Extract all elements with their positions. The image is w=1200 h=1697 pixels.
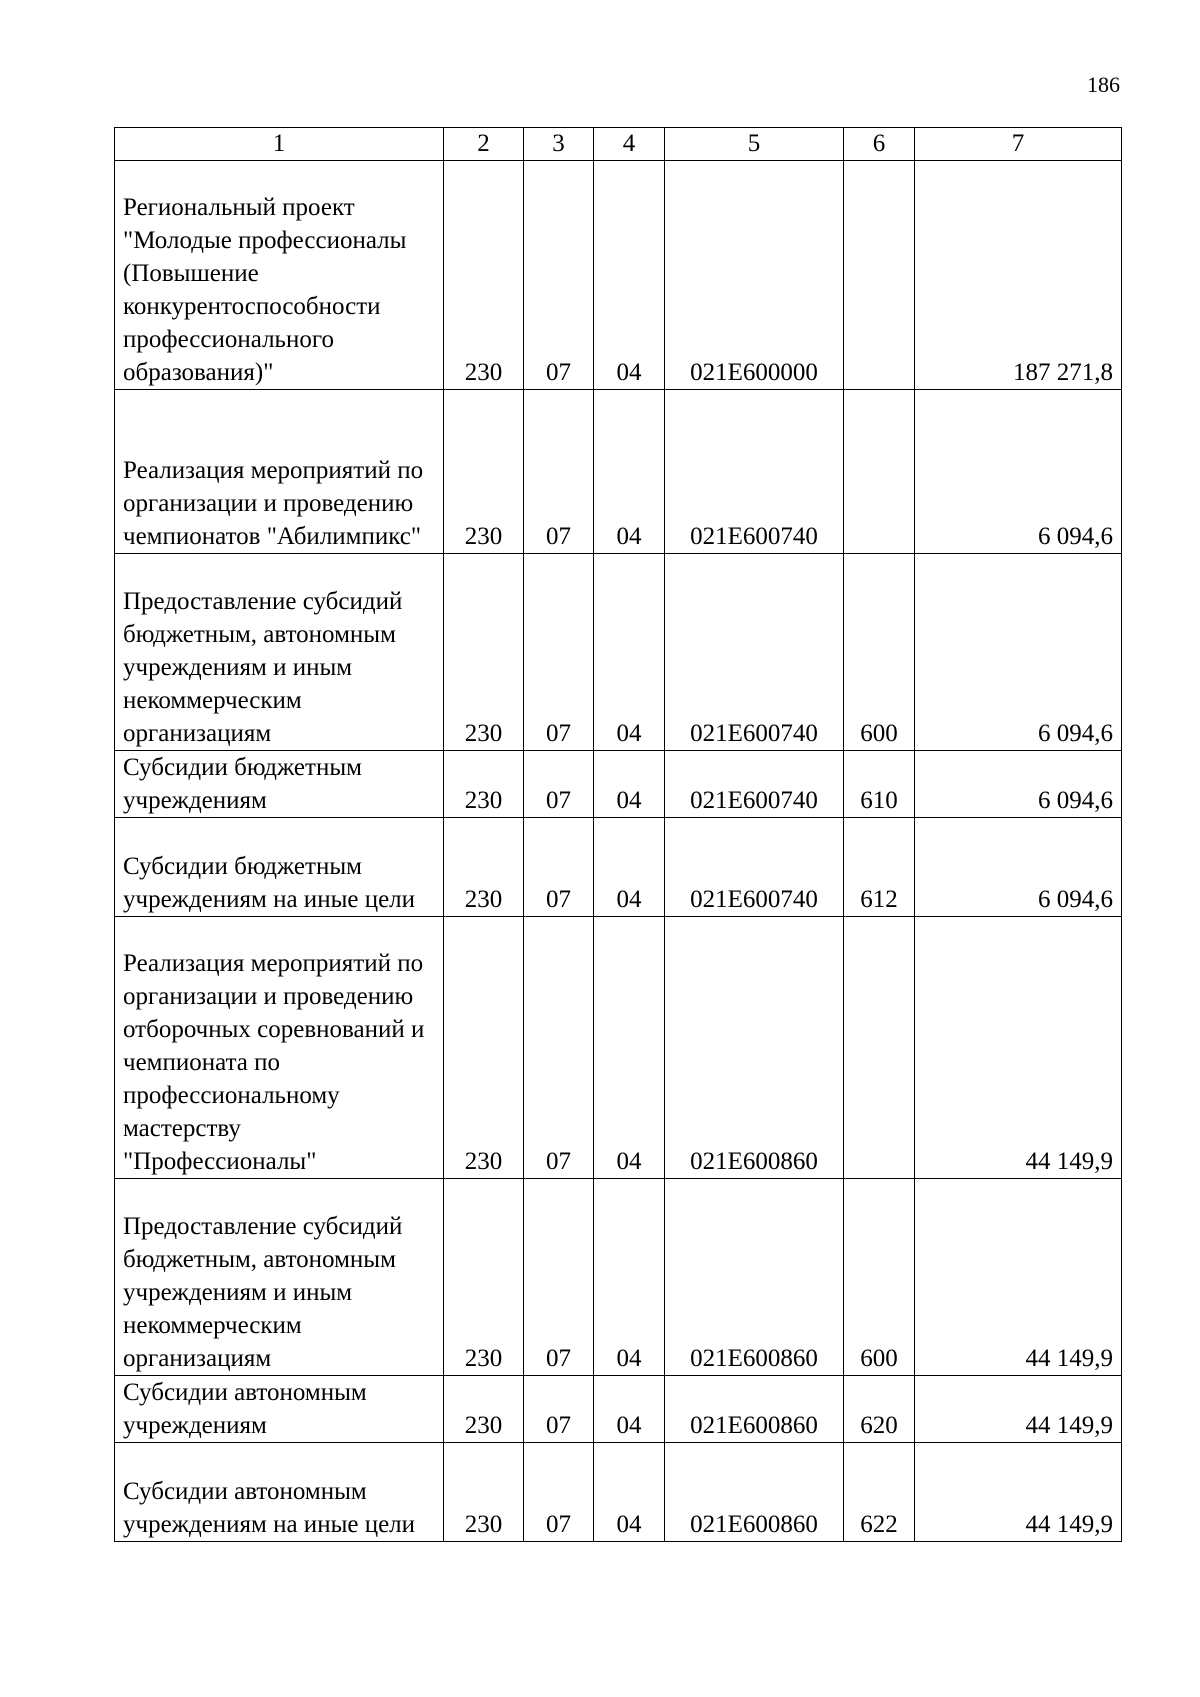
section-cell: 07 [524, 818, 594, 917]
expense-type-cell: 600 [844, 554, 915, 751]
section-cell: 07 [524, 1443, 594, 1542]
page-number: 186 [1087, 72, 1120, 97]
admin-code-cell: 230 [444, 554, 524, 751]
subsection-cell: 04 [594, 1179, 665, 1376]
amount-cell: 6 094,6 [915, 554, 1122, 751]
table-row [115, 554, 1122, 751]
amount-cell: 44 149,9 [915, 1179, 1122, 1376]
subsection-cell: 04 [594, 751, 665, 818]
admin-code-cell: 230 [444, 1179, 524, 1376]
target-code-cell: 021E600000 [665, 161, 844, 390]
row-name-cell: Субсидии бюджетным учреждениям на иные цели [115, 818, 444, 917]
budget-table [114, 127, 1122, 1542]
admin-code-cell: 230 [444, 917, 524, 1179]
target-code-cell: 021E600860 [665, 1179, 844, 1376]
admin-code-cell: 230 [444, 390, 524, 554]
section-cell: 07 [524, 917, 594, 1179]
amount-cell: 6 094,6 [915, 390, 1122, 554]
row-name-cell: Субсидии автономным учреждениям [115, 1376, 444, 1443]
expense-type-cell: 620 [844, 1376, 915, 1443]
subsection-cell: 04 [594, 917, 665, 1179]
column-header: 6 [844, 128, 915, 161]
table-row [115, 751, 1122, 818]
expense-type-cell [844, 161, 915, 390]
column-header: 5 [665, 128, 844, 161]
section-cell: 07 [524, 1376, 594, 1443]
column-header: 1 [115, 128, 444, 161]
expense-type-cell: 612 [844, 818, 915, 917]
subsection-cell: 04 [594, 161, 665, 390]
admin-code-cell: 230 [444, 751, 524, 818]
column-header: 2 [444, 128, 524, 161]
expense-type-cell: 610 [844, 751, 915, 818]
expense-type-cell [844, 390, 915, 554]
admin-code-cell: 230 [444, 1443, 524, 1542]
target-code-cell: 021E600860 [665, 1443, 844, 1542]
row-name-cell: Реализация мероприятий по организации и проведению отборочных соревнований и чемпионата по профессиональному мастерству "Профессионалы" [115, 917, 444, 1179]
table-row [115, 818, 1122, 917]
table-row [115, 917, 1122, 1179]
row-name-cell: Субсидии бюджетным учреждениям [115, 751, 444, 818]
section-cell: 07 [524, 1179, 594, 1376]
amount-cell: 44 149,9 [915, 1376, 1122, 1443]
amount-cell: 6 094,6 [915, 751, 1122, 818]
expense-type-cell: 622 [844, 1443, 915, 1542]
target-code-cell: 021E600860 [665, 1376, 844, 1443]
amount-cell: 44 149,9 [915, 917, 1122, 1179]
section-cell: 07 [524, 390, 594, 554]
section-cell: 07 [524, 554, 594, 751]
amount-cell: 6 094,6 [915, 818, 1122, 917]
target-code-cell: 021E600740 [665, 751, 844, 818]
amount-cell: 44 149,9 [915, 1443, 1122, 1542]
subsection-cell: 04 [594, 1443, 665, 1542]
target-code-cell: 021E600740 [665, 390, 844, 554]
row-name-cell: Региональный проект "Молодые профессионалы (Повышение конкурентоспособности профессионального образования)" [115, 161, 444, 390]
section-cell: 07 [524, 751, 594, 818]
section-cell: 07 [524, 161, 594, 390]
column-header: 3 [524, 128, 594, 161]
subsection-cell: 04 [594, 390, 665, 554]
admin-code-cell: 230 [444, 161, 524, 390]
table-row [115, 1443, 1122, 1542]
expense-type-cell [844, 917, 915, 1179]
amount-cell: 187 271,8 [915, 161, 1122, 390]
target-code-cell: 021E600740 [665, 554, 844, 751]
row-name-cell: Субсидии автономным учреждениям на иные цели [115, 1443, 444, 1542]
table-row [115, 161, 1122, 390]
column-header: 4 [594, 128, 665, 161]
table-row [115, 1179, 1122, 1376]
admin-code-cell: 230 [444, 1376, 524, 1443]
row-name-cell: Предоставление субсидий бюджетным, автономным учреждениям и иным некоммерческим организациям [115, 1179, 444, 1376]
expense-type-cell: 600 [844, 1179, 915, 1376]
table-row [115, 390, 1122, 554]
row-name-cell: Реализация мероприятий по организации и проведению чемпионатов "Абилимпикс" [115, 390, 444, 554]
target-code-cell: 021E600740 [665, 818, 844, 917]
row-name-cell: Предоставление субсидий бюджетным, автономным учреждениям и иным некоммерческим организациям [115, 554, 444, 751]
target-code-cell: 021E600860 [665, 917, 844, 1179]
admin-code-cell: 230 [444, 818, 524, 917]
subsection-cell: 04 [594, 554, 665, 751]
subsection-cell: 04 [594, 818, 665, 917]
table-row [115, 1376, 1122, 1443]
table-header-row [115, 128, 1122, 161]
subsection-cell: 04 [594, 1376, 665, 1443]
column-header: 7 [915, 128, 1122, 161]
